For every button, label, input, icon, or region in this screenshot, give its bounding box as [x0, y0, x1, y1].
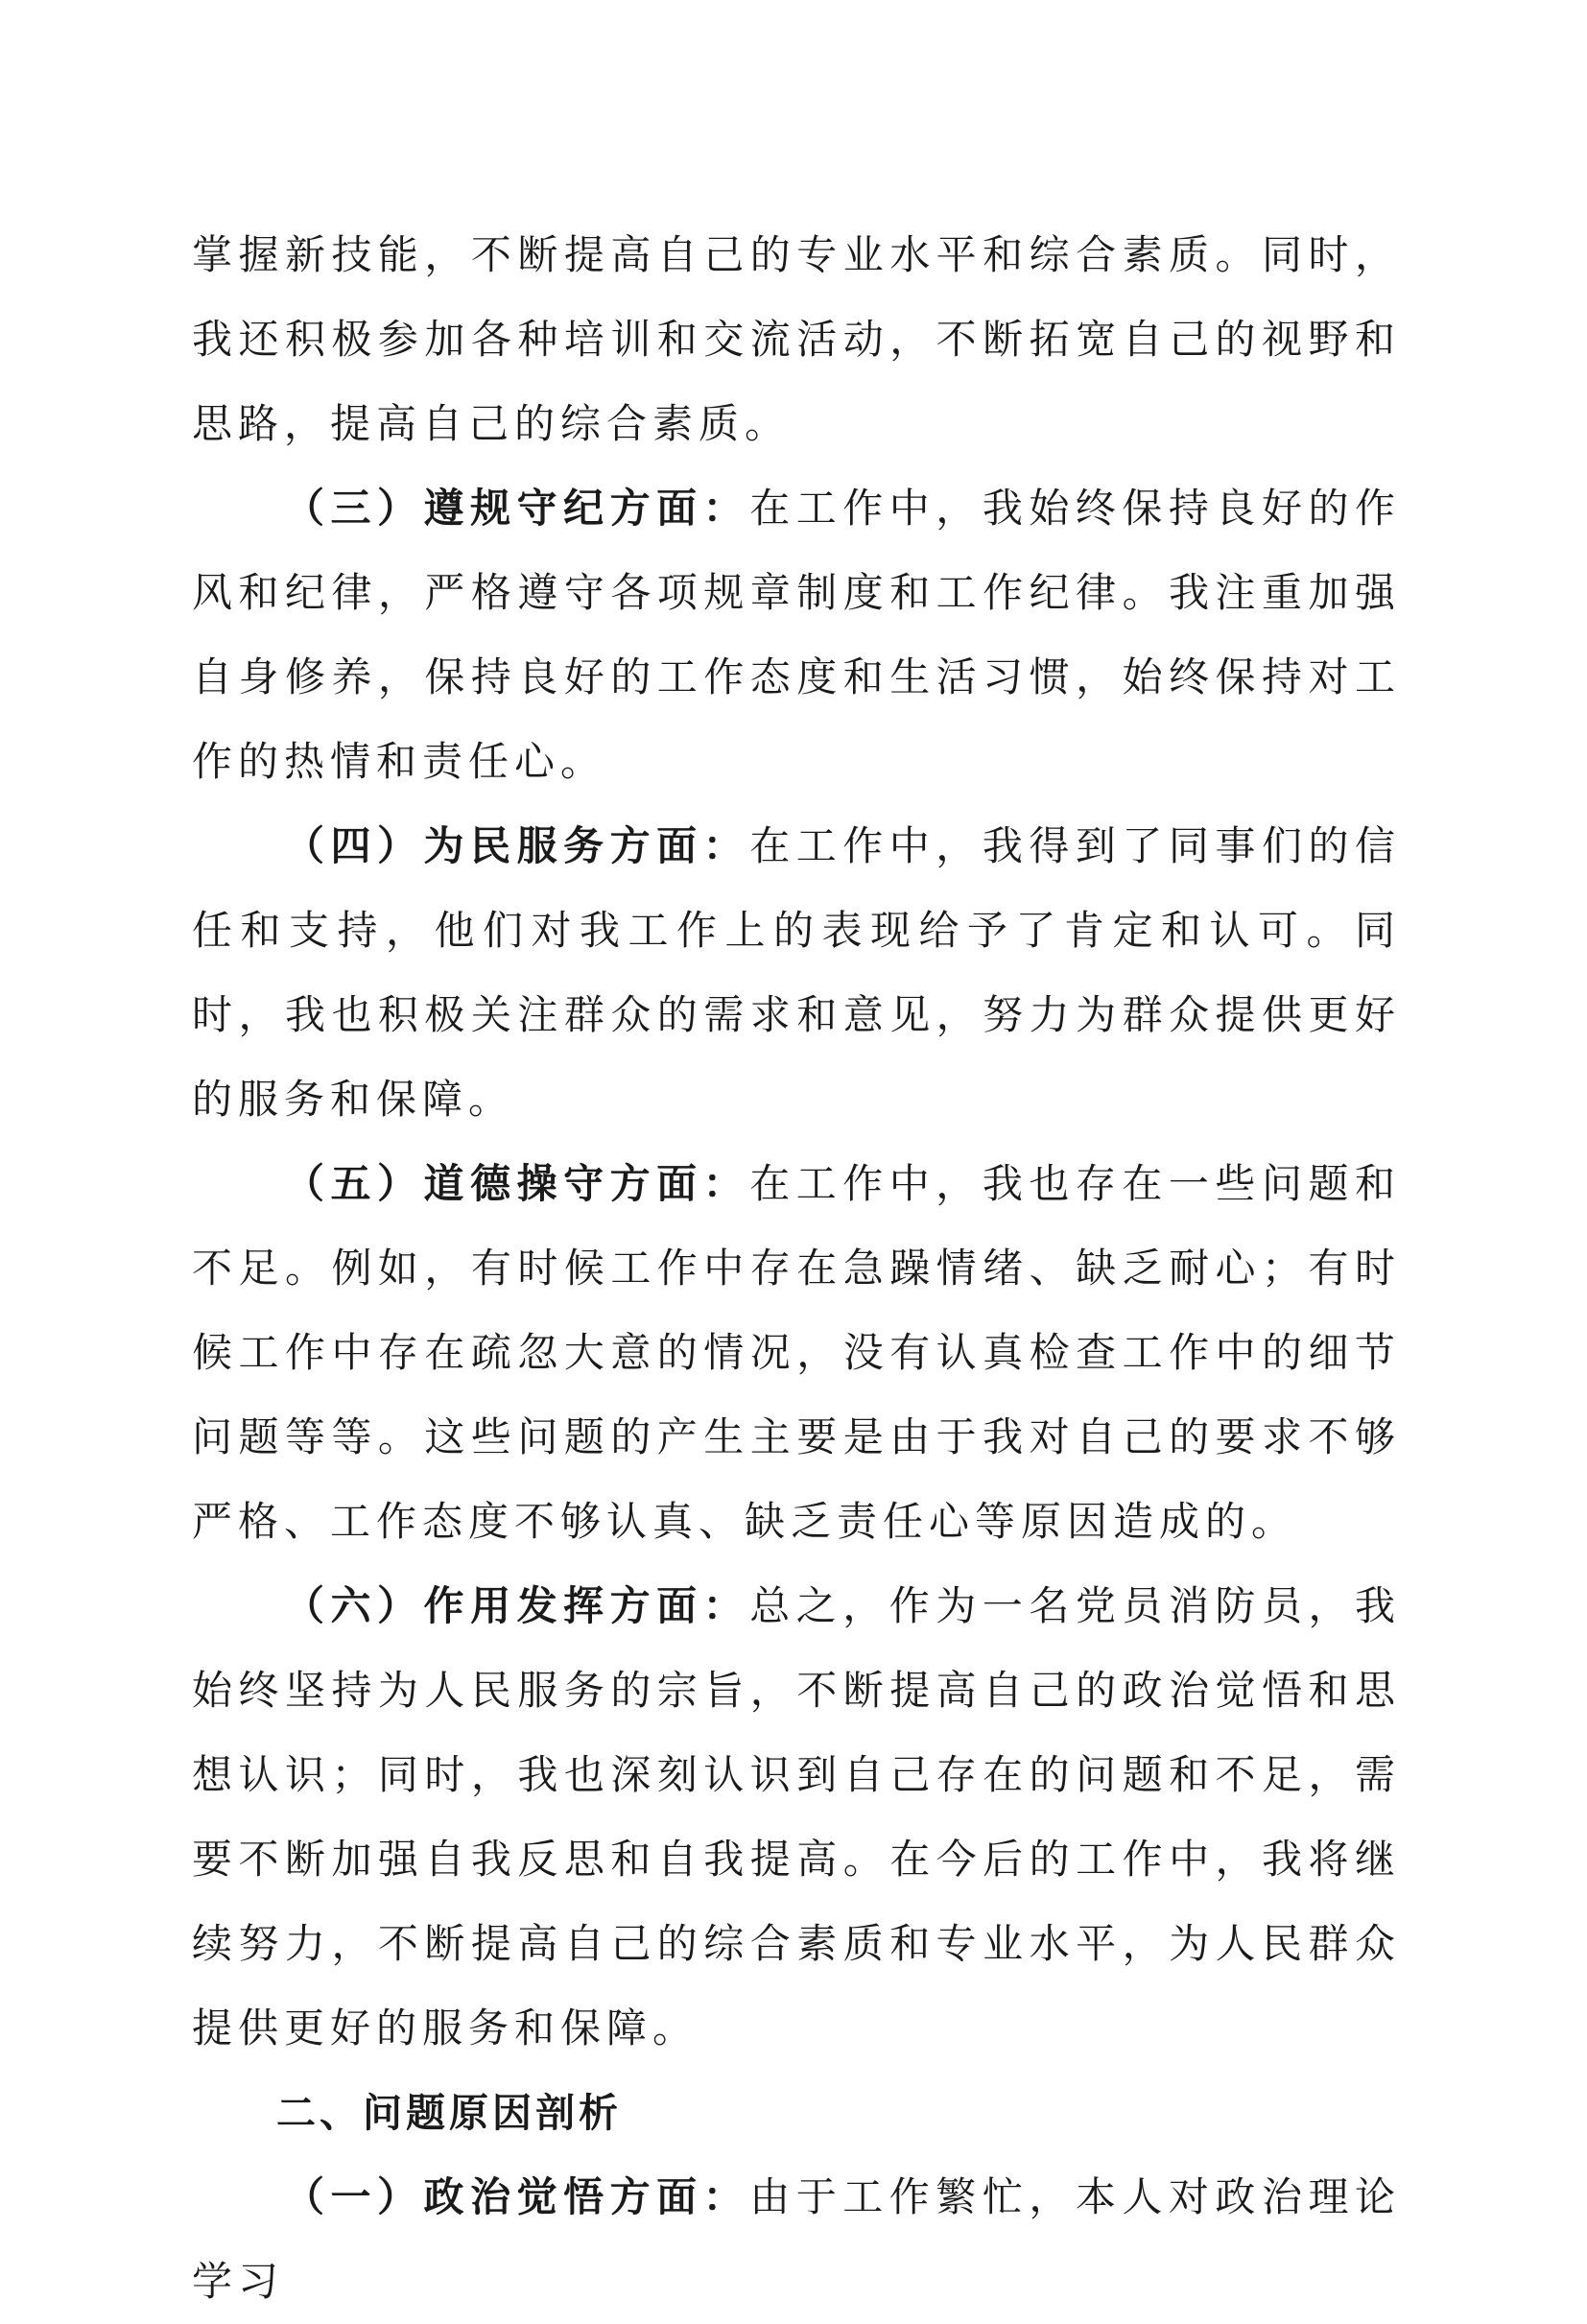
document-body	[192, 213, 1401, 2324]
paragraph-lead: （四）为民服务方面：	[284, 822, 750, 869]
paragraph-role	[192, 1564, 1401, 2071]
paragraph-text: 在工作中，我始终保持良好的作风和纪律，严格遵守各项规章制度和工作纪律。我注重加强自身修养，保持良好的工作态度和生活习惯，始终保持对工作的热情和责任心。	[192, 485, 1401, 785]
paragraph-text: 由于工作繁忙，本人对政治理论学习	[192, 2173, 1401, 2305]
paragraph-discipline	[192, 466, 1401, 804]
section-heading: 二、问题原因剖析	[276, 2090, 622, 2136]
paragraph-text: 在工作中，我得到了同事们的信任和支持，他们对我工作上的表现给予了肯定和认可。同时，我也积极关注群众的需求和意见，努力为群众提供更好的服务和保障。	[192, 822, 1401, 1123]
paragraph-lead: （三）遵规守纪方面：	[284, 485, 750, 532]
paragraph-ethics	[192, 1142, 1401, 1564]
paragraph-text: 总之，作为一名党员消防员，我始终坚持为人民服务的宗旨，不断提高自己的政治觉悟和思想认识；同时，我也深刻认识到自己存在的问题和不足，需要不断加强自我反思和自我提高。在今后的工作中，我将继续努力，不断提高自己的综合素质和专业水平，为人民群众提供更好的服务和保障。	[192, 1582, 1401, 2051]
paragraph-lead: （五）道德操守方面：	[284, 1160, 750, 1207]
paragraph-text: 在工作中，我也存在一些问题和不足。例如，有时候工作中存在急躁情绪、缺乏耐心；有时候工作中存在疏忽大意的情况，没有认真检查工作中的细节问题等等。这些问题的产生主要是由于我对自己的要求不够严格、工作态度不够认真、缺乏责任心等原因造成的。	[192, 1160, 1401, 1545]
paragraph-political	[192, 2155, 1401, 2324]
paragraph-lead: （六）作用发挥方面：	[284, 1582, 750, 1629]
paragraph-service	[192, 804, 1401, 1142]
paragraph-text: 掌握新技能，不断提高自己的专业水平和综合素质。同时，我还积极参加各种培训和交流活动，不断拓宽自己的视野和思路，提高自己的综合素质。	[192, 231, 1401, 447]
paragraph-lead: （一）政治觉悟方面：	[284, 2173, 750, 2220]
paragraph-continued	[192, 213, 1401, 466]
